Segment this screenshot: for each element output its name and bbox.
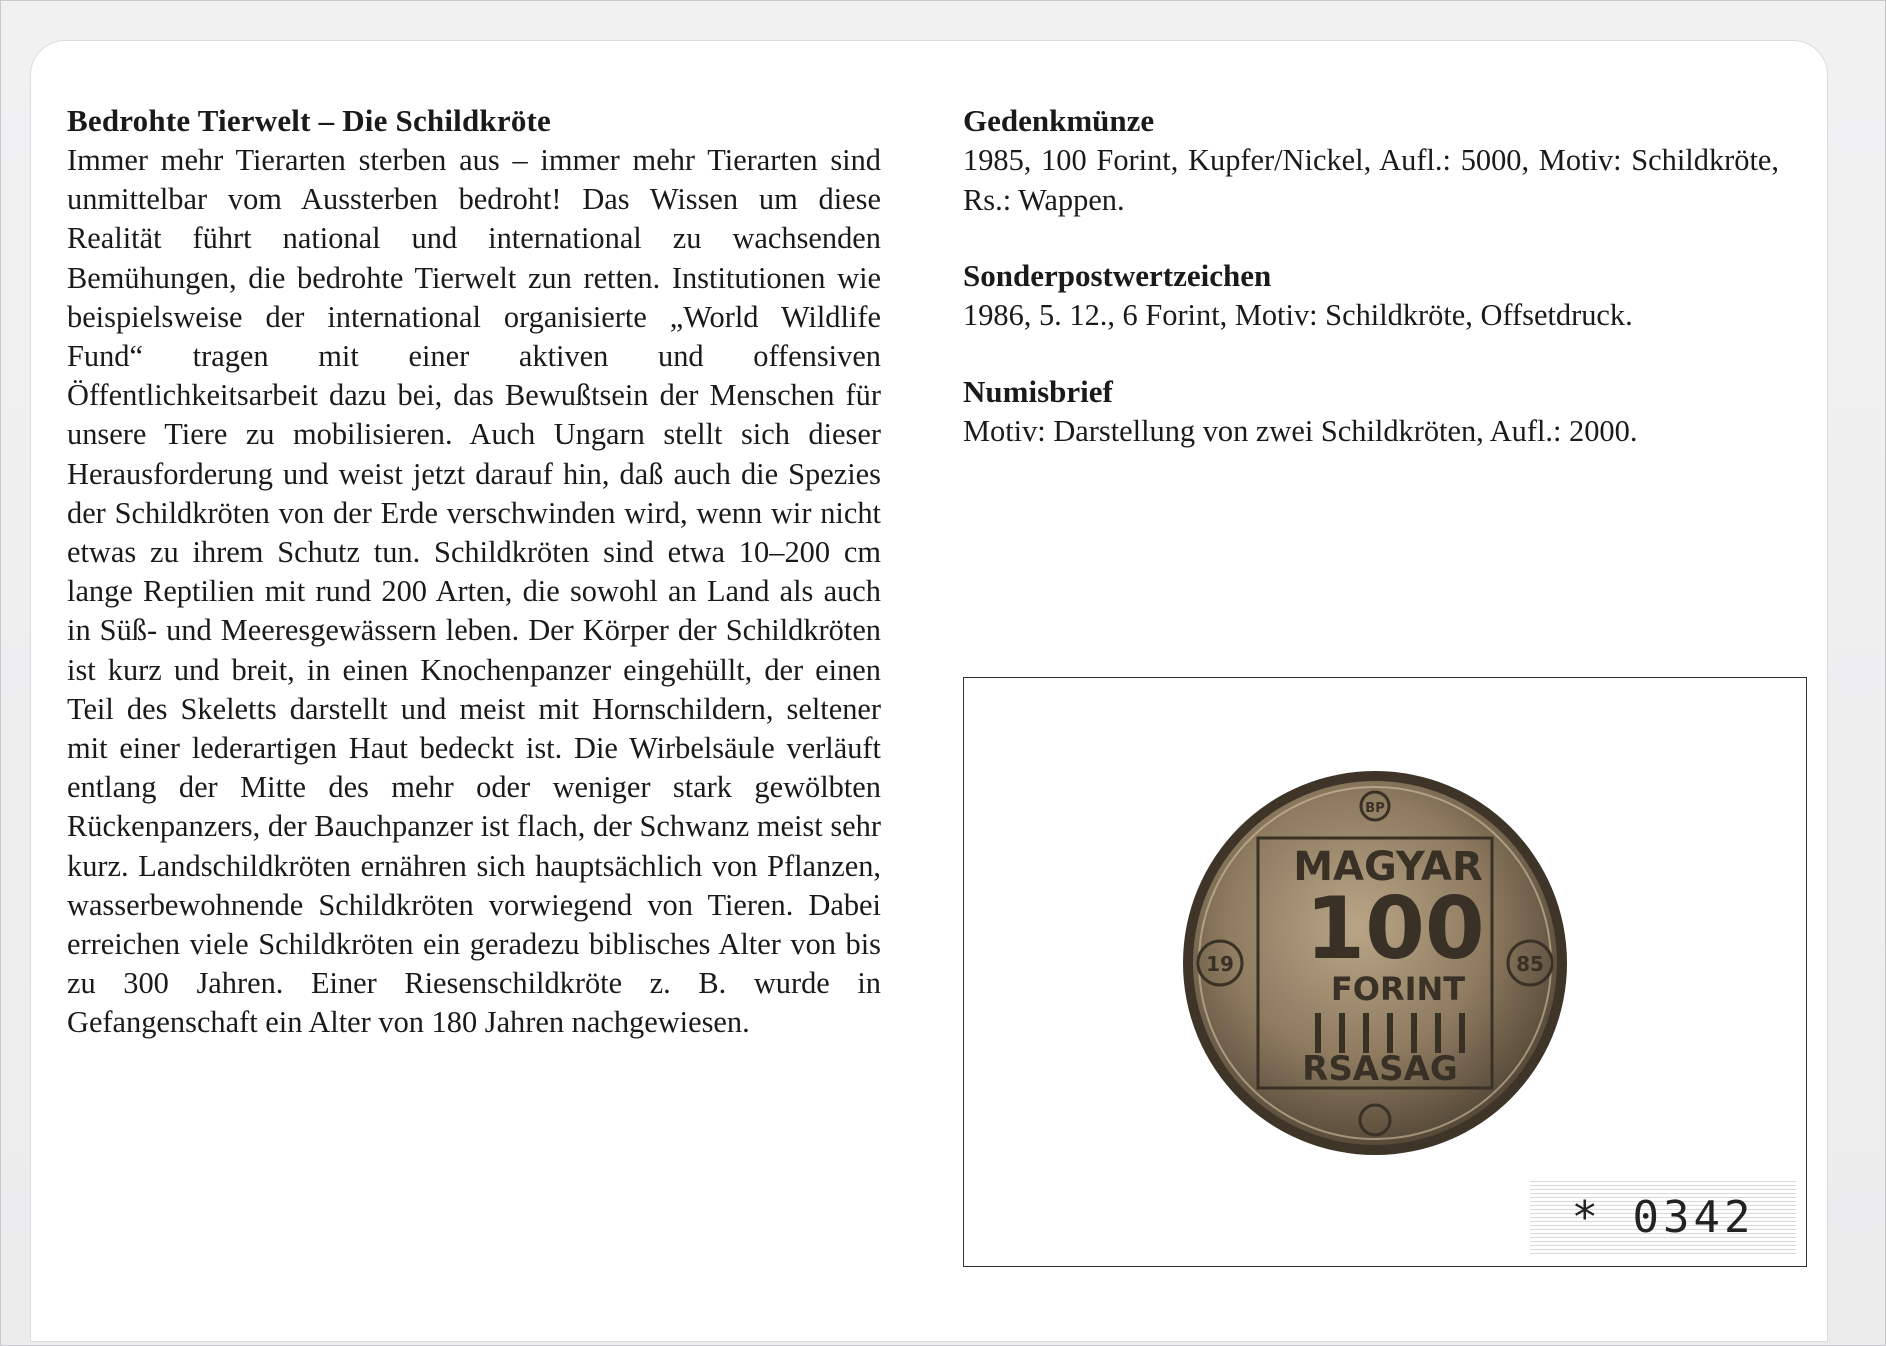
section-gedenkmuenze bbox=[963, 101, 1779, 220]
section-sonderpostwertzeichen bbox=[963, 256, 1779, 336]
coin-year-right: 85 bbox=[1516, 952, 1544, 976]
coin-top-text: MAGYAR bbox=[1293, 844, 1483, 890]
description-column bbox=[67, 101, 881, 1043]
coin-image bbox=[1180, 768, 1570, 1158]
section-heading: Gedenkmünze bbox=[963, 103, 1155, 138]
coin-mark-text: BP bbox=[1365, 801, 1385, 816]
description-body: Immer mehr Tierarten sterben aus – immer mehr Tierarten sind unmittelbar vom Aussterben bedroht! Das Wissen um diese Realität führt national und international zu wachsenden Bemühungen, die bedrohte Tierwelt zun retten. Institutionen wie beispielsweise der international organisierte „World Wildlife Fund“ tragen mit einer aktiven und offensiven Öffentlichkeitsarbeit dazu bei, das Bewußtsein der Menschen für unsere Tiere zu mobilisieren. Auch Ungarn stellt sich dieser Herausforderung und weist jetzt darauf hin, daß auch die Spezies der Schildkröten von der Erde verschwinden wird, wenn wir nicht etwas zu ihrem Schutz tun. Schildkröten sind etwa 10–200 cm lange Reptilien mit rund 200 Arten, die sowohl an Land als auch in Süß- und Meeresgewässern leben. Der Körper der Schildkröten ist kurz und breit, in einen Knochenpanzer eingehüllt, der einen Teil des Skeletts darstellt und meist mit Hornschildern, seltener mit einer lederartigen Haut bedeckt ist. Die Wirbelsäule verläuft entlang der Mitte des mehr oder weniger stark gewölbten Rückenpanzers, der Bauchpanzer ist flach, der Schwanz meist sehr kurz. Landschildkröten ernähren sich hauptsächlich von Pflanzen, wasserbewohnende Schildkröten vorwiegend von Tieren. Dabei erreichen viele Schildkröten ein geradezu biblisches Alter von bis zu 300 Jahren. Einer Riesenschildkröte z. B. wurde in Gefangenschaft ein Alter von 180 Jahren nachgewiesen. bbox=[67, 143, 881, 1040]
coin-year-left: 19 bbox=[1206, 952, 1234, 976]
section-text: 1985, 100 Forint, Kupfer/Nickel, Aufl.: 5000, Motiv: Schildkröte, Rs.: Wappen. bbox=[963, 143, 1779, 217]
serial-number: * 0342 bbox=[1530, 1178, 1796, 1256]
coin-bars bbox=[1318, 1013, 1462, 1053]
section-text: 1986, 5. 12., 6 Forint, Motiv: Schildkröte, Offsetdruck. bbox=[963, 298, 1633, 332]
details-column bbox=[963, 101, 1779, 487]
description-title: Bedrohte Tierwelt – Die Schildkröte bbox=[67, 103, 552, 138]
section-text: Motiv: Darstellung von zwei Schildkröten, Aufl.: 2000. bbox=[963, 413, 1638, 448]
section-heading: Sonderpostwertzeichen bbox=[963, 258, 1272, 293]
coin-value: 100 bbox=[1305, 879, 1485, 979]
coin-unit: FORINT bbox=[1330, 970, 1466, 1008]
insert-card bbox=[31, 41, 1827, 1341]
section-heading: Numisbrief bbox=[963, 373, 1113, 409]
coin-bottom-text: RSASAG bbox=[1302, 1049, 1458, 1089]
section-numisbrief bbox=[963, 372, 1779, 452]
coin-window bbox=[963, 677, 1807, 1267]
